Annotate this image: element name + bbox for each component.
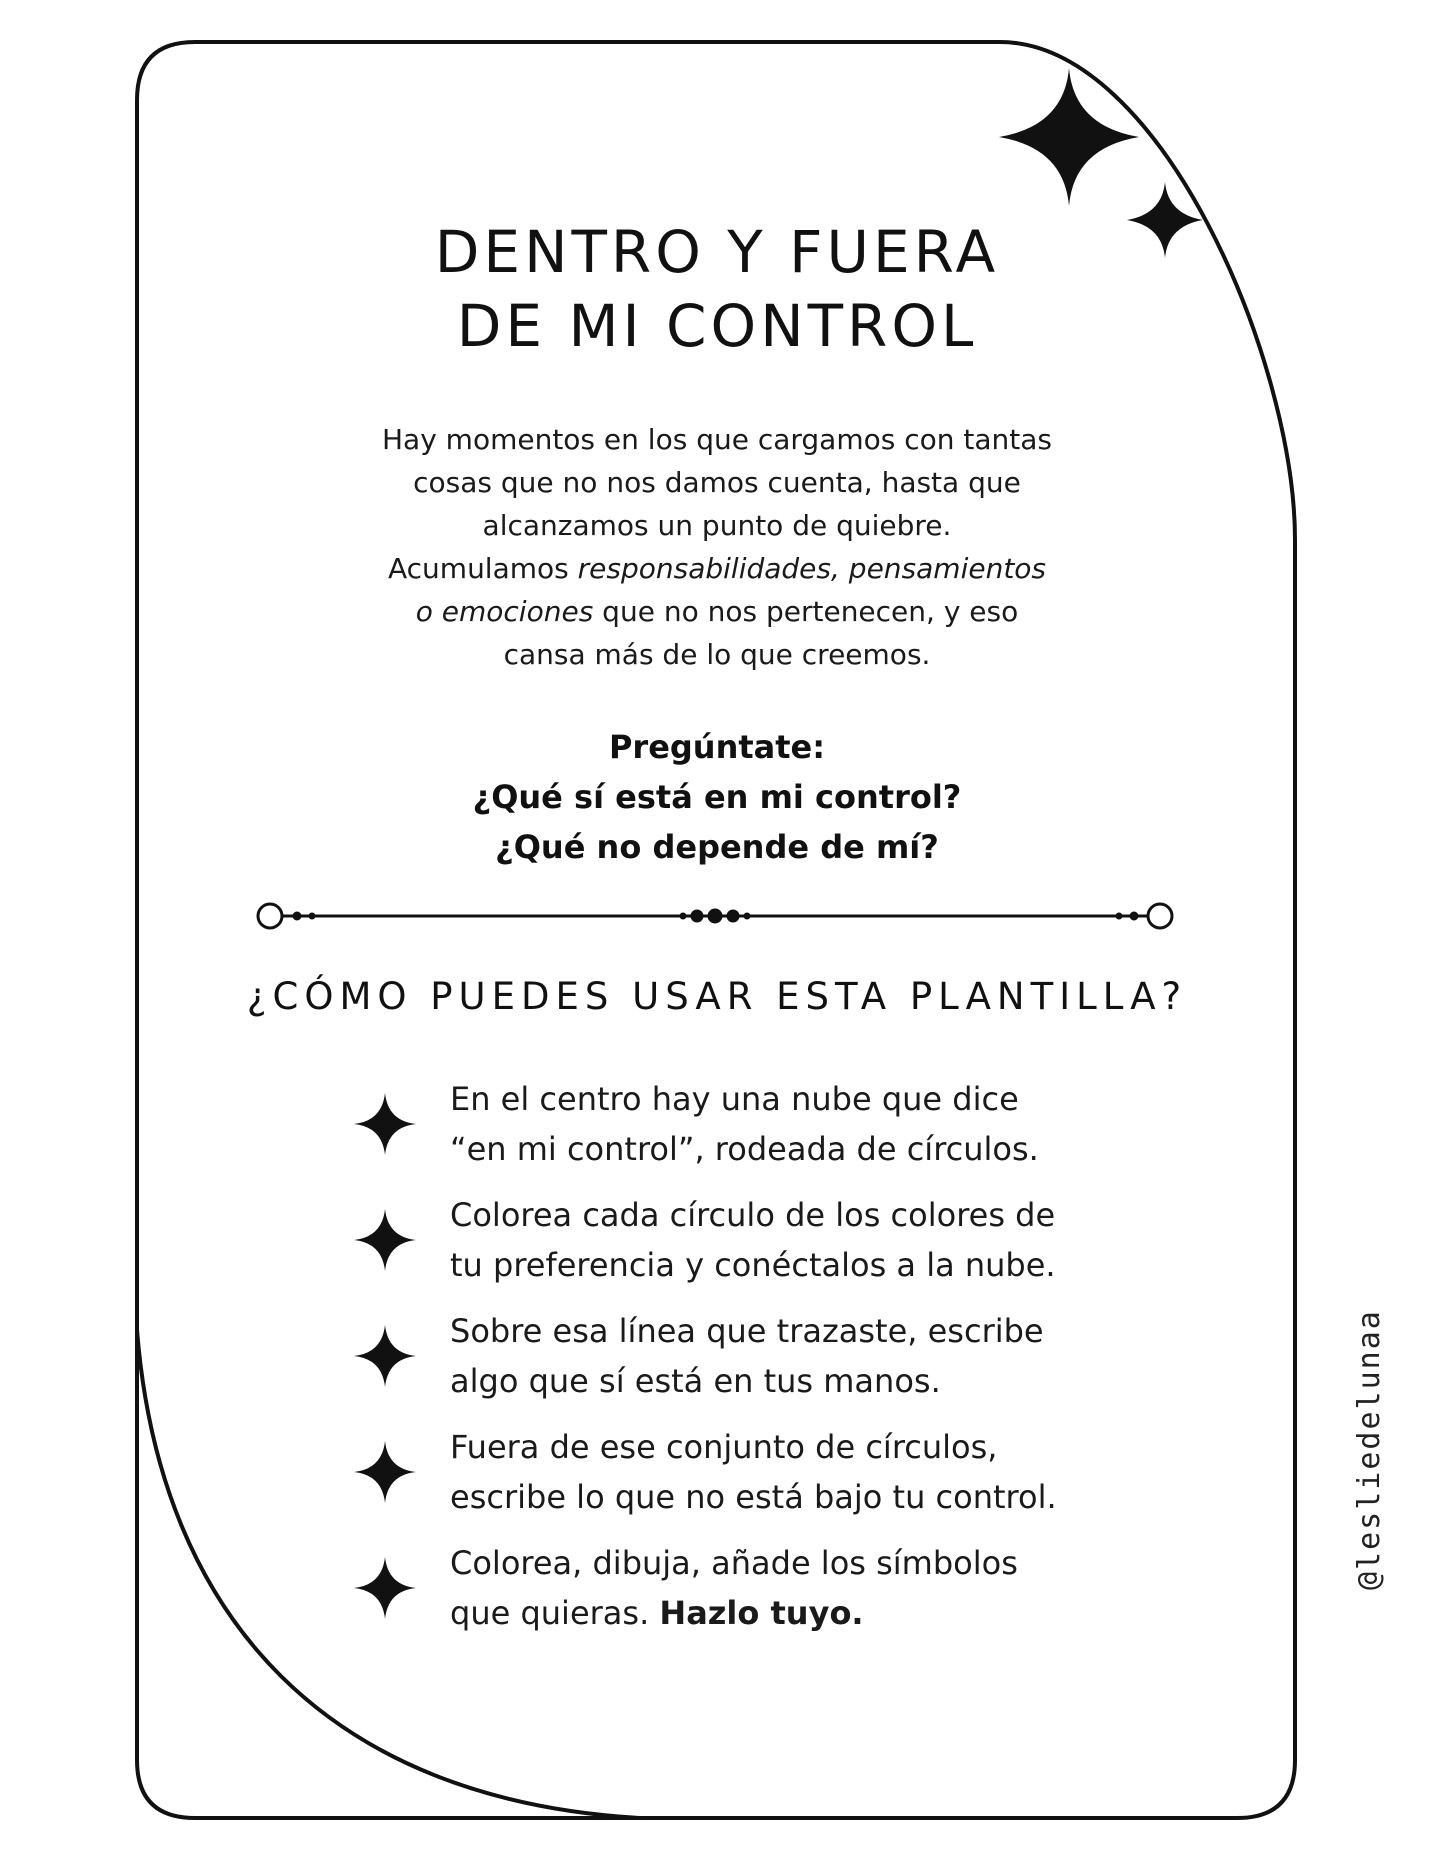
instruction-line-2-bold: Hazlo tuyo.	[659, 1594, 864, 1632]
instruction-line-2-plain: que quieras.	[450, 1594, 660, 1632]
intro-line-5-plain: que no nos pertenecen, y eso	[593, 595, 1019, 628]
intro-line-4-italic: responsabilidades, pensamientos	[577, 552, 1047, 585]
instruction-item	[350, 1538, 1150, 1638]
instruction-line-1: Colorea cada círculo de los colores de	[450, 1196, 1056, 1234]
sparkle-bullet-icon	[350, 1437, 420, 1507]
sparkle-bullet-icon	[350, 1205, 420, 1275]
how-to-use-heading: ¿CÓMO PUEDES USAR ESTA PLANTILLA?	[246, 975, 1188, 1018]
questions-prompt: Pregúntate:	[608, 728, 826, 766]
reflection-questions	[300, 722, 1134, 872]
instruction-line-2: algo que sí está en tus manos.	[450, 1362, 941, 1400]
sparkle-bullet-icon	[350, 1089, 420, 1159]
ornamental-divider	[258, 904, 1172, 928]
sparkle-bullet-icon	[350, 1321, 420, 1391]
page-title	[300, 215, 1134, 363]
instruction-line-2: escribe lo que no está bajo tu control.	[450, 1478, 1057, 1516]
big-sparkle-icon	[999, 68, 1139, 206]
instruction-line-1: Fuera de ese conjunto de círculos,	[450, 1428, 998, 1466]
title-line-1: DENTRO Y FUERA	[434, 218, 1000, 286]
instruction-line-2: “en mi control”, rodeada de círculos.	[450, 1130, 1039, 1168]
instruction-item	[350, 1306, 1150, 1406]
sparkle-bullet-icon	[350, 1553, 420, 1623]
instruction-item	[350, 1190, 1150, 1290]
intro-line-3: alcanzamos un punto de quiebre.	[482, 509, 952, 542]
instruction-line-1: Colorea, dibuja, añade los símbolos	[450, 1544, 1018, 1582]
intro-line-4-plain: Acumulamos	[387, 552, 578, 585]
intro-line-2: cosas que no nos damos cuenta, hasta que	[413, 466, 1021, 499]
instruction-list	[350, 1074, 1150, 1638]
instruction-item	[350, 1422, 1150, 1522]
question-in-control: ¿Qué sí está en mi control?	[472, 778, 962, 816]
instruction-line-2: tu preferencia y conéctalos a la nube.	[450, 1246, 1056, 1284]
intro-line-5-italic: o emociones	[415, 595, 594, 628]
instruction-line-1: En el centro hay una nube que dice	[450, 1080, 1019, 1118]
author-handle: @lesliedelunaa	[1352, 1309, 1387, 1590]
instruction-line-1: Sobre esa línea que trazaste, escribe	[450, 1312, 1044, 1350]
intro-line-6: cansa más de lo que creemos.	[503, 638, 931, 671]
question-not-in-control: ¿Qué no depende de mí?	[495, 828, 939, 866]
title-line-2: DE MI CONTROL	[456, 292, 978, 360]
instruction-item	[350, 1074, 1150, 1174]
intro-paragraph	[330, 418, 1104, 676]
intro-line-1: Hay momentos en los que cargamos con tantas	[381, 423, 1053, 456]
